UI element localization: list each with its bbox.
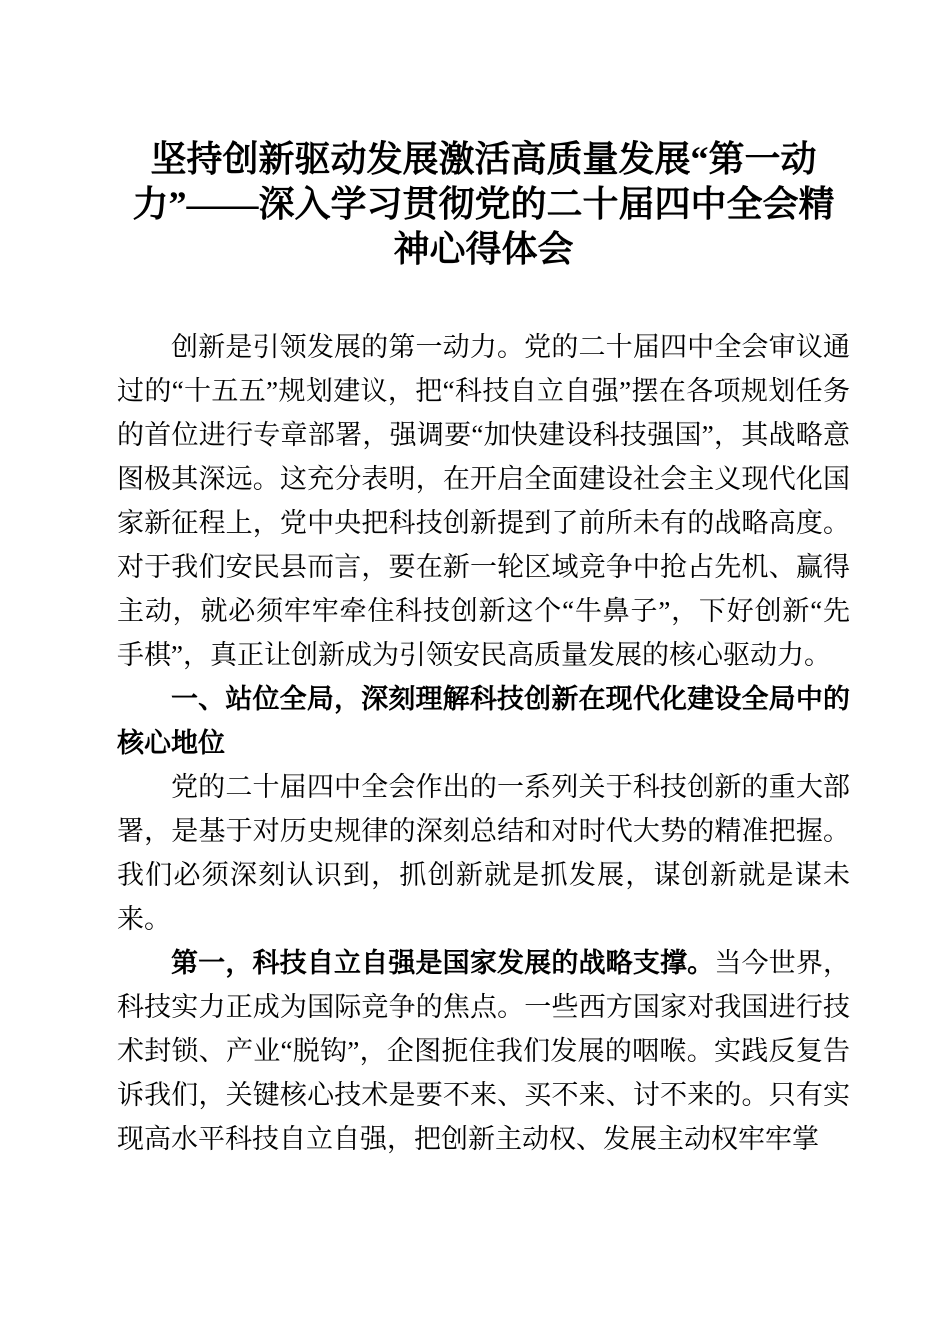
paragraph-overview: 党的二十届四中全会作出的一系列关于科技创新的重大部署，是基于对历史规律的深刻总结和对时代大势的精准把握。我们必须深刻认识到，抓创新就是抓发展，谋创新就是谋未来。 bbox=[117, 772, 850, 934]
section-heading-1: 一、站位全局，深刻理解科技创新在现代化建设全局中的核心地位 bbox=[117, 684, 850, 758]
document-title bbox=[117, 137, 850, 272]
paragraph-point-1-lead: 第一，科技自立自强是国家发展的战略支撑。 bbox=[171, 948, 715, 978]
paragraph-point-1 bbox=[117, 941, 850, 1161]
paragraph-intro: 创新是引领发展的第一动力。党的二十届四中全会审议通过的“十五五”规划建议，把“科技自立自强”摆在各项规划任务的首位进行专章部署，强调要“加快建设科技强国”，其战略意图极其深远。这充分表明，在开启全面建设社会主义现代化国家新征程上，党中央把科技创新提到了前所未有的战略高度。对于我们安民县而言，要在新一轮区域竞争中抢占先机、赢得主动，就必须牢牢牵住科技创新这个“牛鼻子”，下好创新“先手棋”，真正让创新成为引领安民高质量发展的核心驱动力。 bbox=[117, 332, 850, 670]
title-line-3: 神心得体会 bbox=[393, 229, 574, 269]
paragraph-point-1-body: 当今世界，科技实力正成为国际竞争的焦点。一些西方国家对我国进行技术封锁、产业“脱钩”，企图扼住我们发展的咽喉。实践反复告诉我们，关键核心技术是要不来、买不来、讨不来的。只有实现高水平科技自立自强，把创新主动权、发展主动权牢牢掌 bbox=[117, 948, 851, 1154]
title-line-1: 坚持创新驱动发展激活高质量发展“第一动 bbox=[150, 139, 817, 179]
title-line-2: 力”——深入学习贯彻党的二十届四中全会精 bbox=[132, 184, 835, 224]
